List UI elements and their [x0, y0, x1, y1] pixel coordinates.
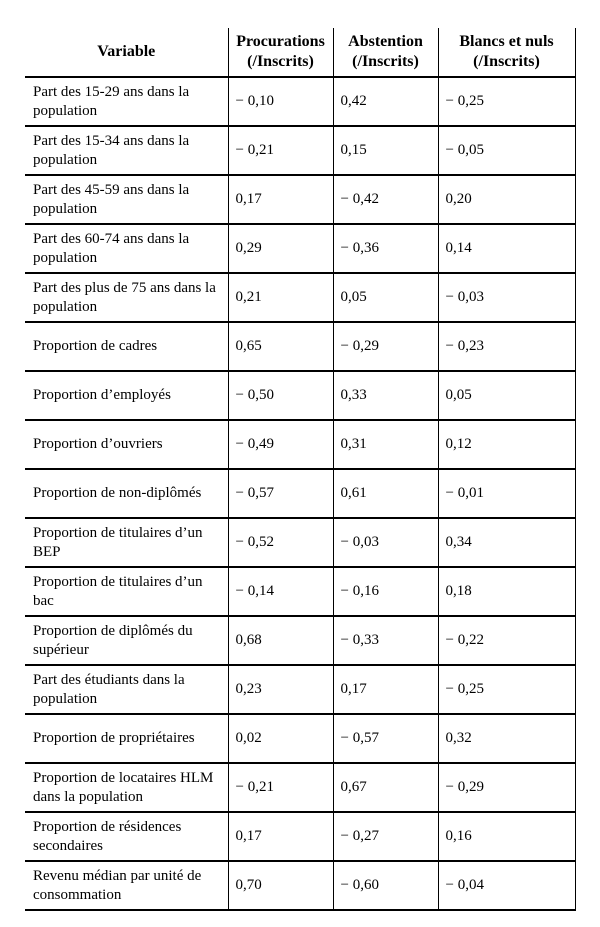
cell-blancs-et-nuls: − 0,03 [438, 273, 575, 322]
cell-procurations: 0,17 [228, 175, 333, 224]
row-label: Proportion d’employés [25, 371, 228, 420]
column-header-title: Blancs et nuls [459, 33, 554, 50]
cell-procurations: 0,68 [228, 616, 333, 665]
cell-procurations: − 0,10 [228, 77, 333, 126]
column-header-title: Abstention [348, 33, 423, 50]
table-body [25, 77, 575, 910]
cell-procurations: − 0,57 [228, 469, 333, 518]
table-row [25, 714, 575, 763]
cell-blancs-et-nuls: − 0,23 [438, 322, 575, 371]
cell-blancs-et-nuls: 0,14 [438, 224, 575, 273]
cell-abstention: − 0,42 [333, 175, 438, 224]
row-label: Part des 60-74 ans dans la population [25, 224, 228, 273]
row-label: Part des 45-59 ans dans la population [25, 175, 228, 224]
row-label: Proportion de non-diplômés [25, 469, 228, 518]
cell-procurations: − 0,14 [228, 567, 333, 616]
cell-procurations: 0,70 [228, 861, 333, 910]
column-header-procurations [228, 28, 333, 77]
table-row [25, 469, 575, 518]
cell-abstention: − 0,16 [333, 567, 438, 616]
row-label: Part des plus de 75 ans dans la population [25, 273, 228, 322]
cell-procurations: − 0,21 [228, 126, 333, 175]
table-row [25, 518, 575, 567]
column-header-unit: (/Inscrits) [352, 53, 419, 70]
cell-procurations: 0,21 [228, 273, 333, 322]
cell-abstention: 0,61 [333, 469, 438, 518]
table-row [25, 420, 575, 469]
table-row [25, 371, 575, 420]
cell-blancs-et-nuls: − 0,22 [438, 616, 575, 665]
table-row [25, 322, 575, 371]
row-label: Proportion d’ouvriers [25, 420, 228, 469]
cell-blancs-et-nuls: 0,16 [438, 812, 575, 861]
cell-blancs-et-nuls: 0,05 [438, 371, 575, 420]
table-row [25, 224, 575, 273]
cell-blancs-et-nuls: 0,34 [438, 518, 575, 567]
cell-abstention: 0,17 [333, 665, 438, 714]
cell-abstention: 0,31 [333, 420, 438, 469]
cell-blancs-et-nuls: 0,12 [438, 420, 575, 469]
cell-procurations: 0,17 [228, 812, 333, 861]
row-label: Proportion de locataires HLM dans la population [25, 763, 228, 812]
cell-blancs-et-nuls: − 0,25 [438, 665, 575, 714]
row-label: Proportion de résidences secondaires [25, 812, 228, 861]
table-row [25, 616, 575, 665]
row-label: Part des 15-34 ans dans la population [25, 126, 228, 175]
column-header-unit: (/Inscrits) [473, 53, 540, 70]
header-row [25, 28, 575, 77]
column-header-unit: (/Inscrits) [247, 53, 314, 70]
cell-procurations: 0,23 [228, 665, 333, 714]
table-row [25, 273, 575, 322]
table-row [25, 812, 575, 861]
cell-abstention: − 0,57 [333, 714, 438, 763]
cell-abstention: − 0,33 [333, 616, 438, 665]
cell-blancs-et-nuls: − 0,01 [438, 469, 575, 518]
column-header-variable: Variable [25, 28, 228, 77]
cell-procurations: − 0,49 [228, 420, 333, 469]
row-label: Proportion de cadres [25, 322, 228, 371]
column-header-blancs-et-nuls [438, 28, 575, 77]
cell-blancs-et-nuls: − 0,04 [438, 861, 575, 910]
cell-procurations: − 0,52 [228, 518, 333, 567]
correlations-table [25, 28, 576, 911]
cell-abstention: − 0,29 [333, 322, 438, 371]
cell-abstention: 0,42 [333, 77, 438, 126]
row-label: Proportion de propriétaires [25, 714, 228, 763]
cell-abstention: 0,33 [333, 371, 438, 420]
table-row [25, 567, 575, 616]
cell-abstention: 0,05 [333, 273, 438, 322]
cell-blancs-et-nuls: 0,20 [438, 175, 575, 224]
cell-abstention: − 0,27 [333, 812, 438, 861]
cell-procurations: − 0,21 [228, 763, 333, 812]
table-row [25, 665, 575, 714]
row-label: Part des 15-29 ans dans la population [25, 77, 228, 126]
row-label: Revenu médian par unité de consommation [25, 861, 228, 910]
cell-procurations: 0,29 [228, 224, 333, 273]
cell-abstention: − 0,36 [333, 224, 438, 273]
column-header-abstention [333, 28, 438, 77]
cell-procurations: 0,02 [228, 714, 333, 763]
row-label: Proportion de titulaires d’un bac [25, 567, 228, 616]
column-header-title: Procurations [236, 33, 325, 50]
cell-procurations: 0,65 [228, 322, 333, 371]
cell-blancs-et-nuls: − 0,05 [438, 126, 575, 175]
cell-blancs-et-nuls: − 0,25 [438, 77, 575, 126]
cell-abstention: 0,67 [333, 763, 438, 812]
row-label: Proportion de titulaires d’un BEP [25, 518, 228, 567]
table-row [25, 77, 575, 126]
cell-blancs-et-nuls: 0,18 [438, 567, 575, 616]
table-row [25, 175, 575, 224]
cell-blancs-et-nuls: − 0,29 [438, 763, 575, 812]
cell-abstention: − 0,03 [333, 518, 438, 567]
table-row [25, 126, 575, 175]
row-label: Part des étudiants dans la population [25, 665, 228, 714]
table-row [25, 763, 575, 812]
cell-blancs-et-nuls: 0,32 [438, 714, 575, 763]
cell-abstention: 0,15 [333, 126, 438, 175]
cell-procurations: − 0,50 [228, 371, 333, 420]
cell-abstention: − 0,60 [333, 861, 438, 910]
table-row [25, 861, 575, 910]
row-label: Proportion de diplômés du supérieur [25, 616, 228, 665]
